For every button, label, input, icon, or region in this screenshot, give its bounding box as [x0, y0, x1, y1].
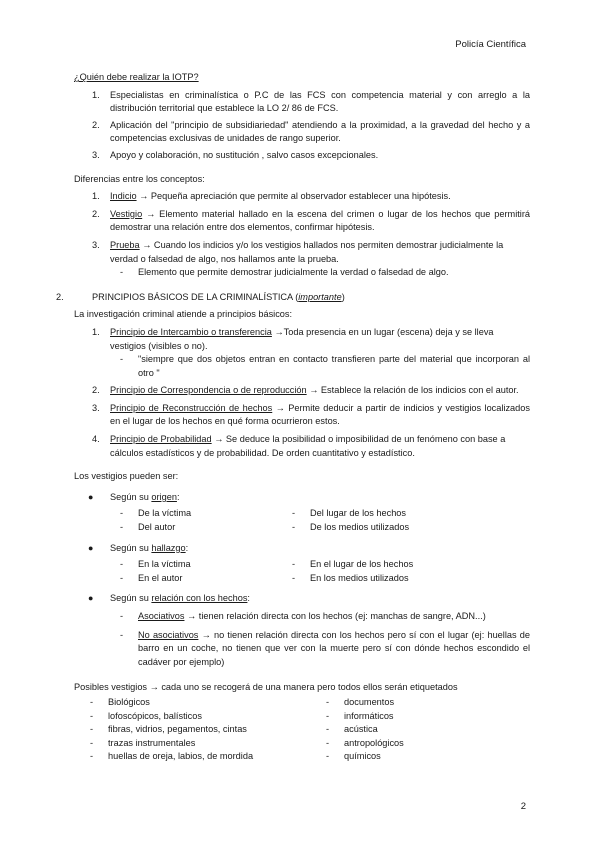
list-item: ● Según su relación con los hechos: [74, 592, 530, 606]
origen-grid [120, 507, 530, 534]
list-item: - No asociativos → no tienen relación directa con los hechos pero sí con el lugar (ej: huellas de barro en un coche, no tienen que ver con la muerte pero sí con dónde hechos escondido el cadáver por ejemplo) [120, 629, 530, 667]
vestigios-list [74, 491, 530, 505]
differences-sublist [74, 266, 530, 280]
vestigios-list [74, 592, 530, 606]
list-item: - huellas de oreja, labios, de mordida [90, 751, 254, 762]
list-item: - Elemento que permite demostrar judicialmente la verdad o falsedad de algo. [120, 267, 449, 278]
list-item: - En la víctima [120, 559, 191, 570]
principle-quote [74, 353, 530, 380]
list-item: - En el autor [120, 572, 183, 583]
vestigios-list [74, 542, 530, 556]
list-item: - documentos [326, 696, 395, 707]
list-item: 3. Prueba → Cuando los indicios y/o los vestigios hallados nos permiten demostrar judicialmente la verdad o falsedad de algo, nos hallamos ante la prueba. [92, 239, 504, 264]
page-number: 2 [520, 801, 526, 812]
list-item: 3. Principio de Reconstrucción de hechos → Permite deducir a partir de indicios y vestigios localizados en el lugar de los hechos en qué forma ocurrieron estos. [92, 402, 530, 427]
bullet-icon: ● [88, 542, 94, 553]
list-item: 1. Indicio → Pequeña apreciación que permite al observador establecer una hipótesis. [92, 191, 451, 202]
list-item: - acústica [326, 724, 378, 735]
list-item: - lofoscópicos, balísticos [90, 710, 202, 721]
question-heading: ¿Quién debe realizar la IOTP? [74, 72, 199, 82]
list-item: - En los medios utilizados [292, 572, 409, 583]
relacion-list [74, 610, 530, 669]
list-item: 1. Principio de Intercambio o transferencia →Toda presencia en un lugar (escena) deja y se lleva vestigios (visibles o no). [92, 326, 494, 351]
page-header: Policía Científica [455, 39, 526, 50]
bullet-icon: ● [88, 491, 94, 502]
list-item: - "siempre que dos objetos entran en contacto transfieren parte del material que incorporan al otro " [120, 354, 530, 378]
principles-list [74, 326, 530, 353]
section-heading: 2. PRINCIPIOS BÁSICOS DE LA CRIMINALÍSTICA (importante) [56, 291, 345, 302]
posibles-grid [90, 696, 530, 764]
posibles-heading: Posibles vestigios → cada uno se recogerá de una manera pero todos ellos serán etiquetados [74, 682, 458, 693]
question-list [74, 89, 530, 163]
list-item: 1. Especialistas en criminalística o P.C de las FCS con competencia material y con arreglo a la distribución territorial que establece la LO 2/ 86 de FCS. [92, 89, 530, 114]
list-item: ● Según su hallazgo: [74, 542, 530, 556]
section-intro: La investigación criminal atiende a principios básicos: [74, 309, 293, 320]
list-item: 2. Aplicación del "principio de subsidiariedad" atendiendo a la proximidad, a la gravedad del hecho y a competencias exclusivas de unidades de rango superior. [92, 119, 530, 144]
list-item: ● Según su origen: [74, 491, 530, 505]
list-item: - Asociativos → tienen relación directa con los hechos (ej: manchas de sangre, ADN...) [120, 611, 486, 621]
list-item: 4. Principio de Probabilidad → Se deduce la posibilidad o imposibilidad de un fenómeno con base a cálculos estadísticos y de probabilidad. De orden cuantitativo y estadístico. [92, 434, 506, 458]
page-content [56, 71, 530, 764]
list-item: - químicos [326, 751, 381, 762]
principles-list-cont [74, 384, 530, 460]
list-item: - Del autor [120, 522, 176, 533]
list-item: - De los medios utilizados [292, 522, 410, 533]
list-item: - De la víctima [120, 508, 192, 519]
list-item: 2. Principio de Correspondencia o de reproducción → Establece la relación de los indicios con el autor. [92, 385, 519, 396]
list-item: 2. Vestigio → Elemento material hallado en la escena del crimen o lugar de los hechos que permitirá demostrar una relación entre dos elementos, confirmar hipótesis. [92, 208, 530, 233]
list-item: - En el lugar de los hechos [292, 559, 414, 570]
hallazgo-grid [120, 558, 530, 585]
list-item: - informáticos [326, 710, 394, 721]
list-item: - fibras, vidrios, pegamentos, cintas [90, 724, 247, 735]
bullet-icon: ● [88, 593, 94, 604]
differences-list [74, 190, 530, 266]
list-item: 3. Apoyo y colaboración, no sustitución , salvo casos excepcionales. [92, 149, 379, 160]
differences-heading: Diferencias entre los conceptos: [74, 173, 205, 184]
list-item: - trazas instrumentales [90, 737, 196, 748]
vestigios-heading: Los vestigios pueden ser: [74, 471, 179, 482]
list-item: - antropológicos [326, 737, 404, 748]
list-item: - Biológicos [90, 696, 150, 707]
list-item: - Del lugar de los hechos [292, 508, 407, 519]
